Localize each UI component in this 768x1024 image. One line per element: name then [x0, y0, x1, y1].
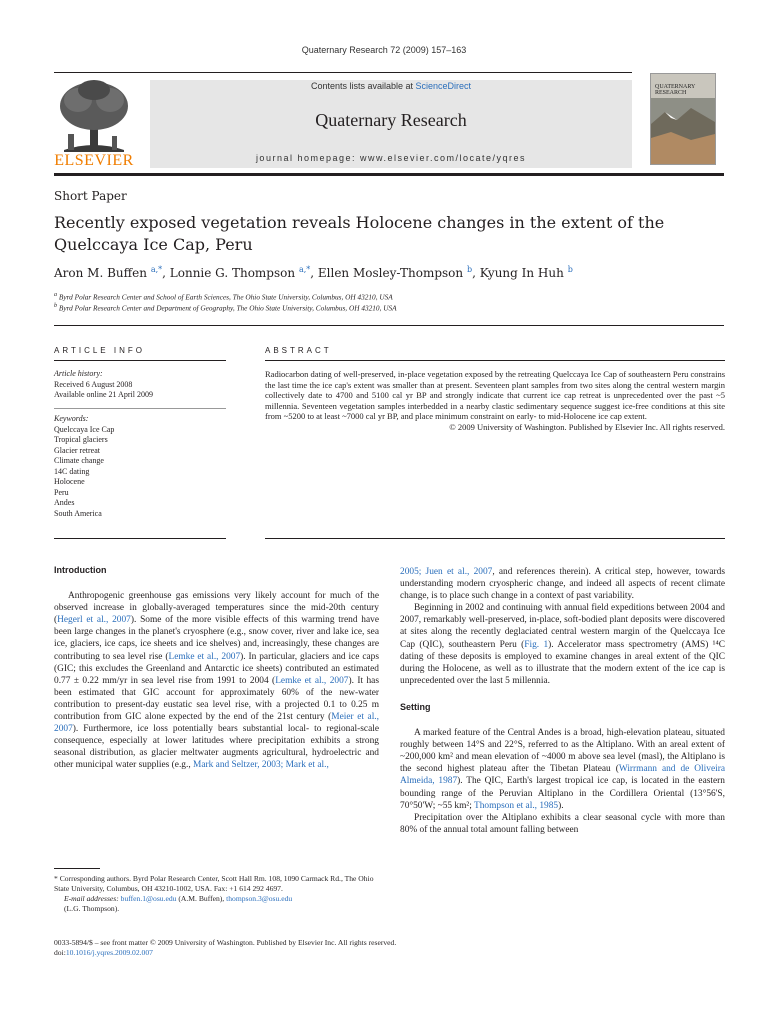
citation-link[interactable]: Meier et al., 2007 — [54, 712, 379, 735]
keywords-block — [54, 414, 226, 519]
journal-title: Quaternary Research — [315, 110, 467, 130]
doi-link[interactable]: 10.1016/j.yqres.2009.02.007 — [65, 948, 153, 957]
author-affil-mark[interactable]: a,* — [298, 265, 311, 274]
journal-reference: Quaternary Research 72 (2009) 157–163 — [301, 45, 467, 55]
email-link[interactable]: thompson.3@osu.edu — [226, 894, 293, 903]
front-matter — [54, 938, 714, 958]
citation-link[interactable]: Hegerl et al., 2007 — [57, 615, 131, 626]
paragraph: A marked feature of the Central Andes is a broad, high-elevation plateau, situated roughly between 14°S and 22°S, referred to as the Altiplano. With an areal extent of ~200,000 km² and mean elevation of ~4000 m above sea level (masl), the Altiplano is the second highest plateau after the Tibetan Plateau (Wirrmann and de Oliveira Almeida, 1987). The QIC, Earth's largest tropical ice cap, is located in the eastern bounding range of the Peruvian Altiplano in the Cordillera Oriental (13°56'S, 70°50'W; ~55 km²; Thompson et al., 1985). — [400, 728, 725, 811]
affiliation-a: $^a$ Byrd Polar Research Center and School of Earth Sciences, The Ohio State University, Columbus, OH 43210, USA — [54, 292, 393, 302]
affiliation-b: $^b$ Byrd Polar Research Center and Department of Geography, The Ohio State University, Columbus, OH 43210, USA — [54, 303, 397, 313]
contents-line — [150, 81, 632, 91]
sciencedirect-link[interactable]: ScienceDirect — [415, 81, 472, 91]
affiliation-rule — [54, 325, 724, 326]
info-rule — [54, 360, 226, 361]
right-column — [400, 566, 725, 836]
keyword: Quelccaya Ice Cap — [54, 424, 115, 434]
author-name: Kyung In Huh — [479, 266, 564, 280]
email-link[interactable]: buffen.1@osu.edu — [120, 894, 177, 903]
citation-link[interactable]: Thompson et al., 1985 — [474, 800, 559, 811]
introduction-paragraph: Anthropogenic greenhouse gas emissions very likely account for much of the observed increase in globally-averaged temperatures since the mid-20th century (Hegerl et al., 2007). Some of the more visible effects of this warming trend have been large changes in the planet's cryosphere (e.g., snow cover, river and lake ice, sea ice, glaciers, ice caps, ice sheets and ice shelves) and, increasingly, these changes are contributing to sea level rise (Lemke et al., 2007). In particular, glaciers and ice caps (GIC; this excludes the Greenland and Antarctic ice sheets) contributed an estimated 0.77 ± 0.22 mm/yr in sea level rise from 1991 to 2004 (Lemke et al., 2007). It has been estimated that GIC account for approximately 60% of the new-water contribution to present-day eustatic sea level rise, with a projected 0.1 to 0.25 m contribution from GIC alone expected by the end of the 21st century (Meier et al., 2007). Furthermore, ice loss potentially bears substantial local- to regional-scale consequence, especially at lower latitudes where precipitation exhibits a strong seasonal distribution, as glacier meltwater augments agricultural, hydroelectric and other municipal water supplies (e.g., Mark and Seltzer, 2003; Mark et al., — [54, 591, 379, 771]
keyword: 14C dating — [54, 466, 90, 476]
keyword: Glacier retreat — [54, 445, 100, 455]
email-note: E-mail addresses: buffen.1@osu.edu (A.M. Buffen), thompson.3@osu.edu (L.G. Thompson). — [64, 894, 293, 913]
left-column — [54, 564, 379, 772]
masthead-bottom-rule — [54, 173, 724, 176]
abstract-rule — [265, 360, 725, 361]
journal-homepage[interactable]: journal homepage: www.elsevier.com/locate/yqres — [255, 153, 527, 163]
author-name: Aron M. Buffen — [54, 266, 147, 280]
author-list: Aron M. Buffen $^{a,*}$, Lonnie G. Thompson $^{a,*}$, Ellen Mosley-Thompson $^b$, Kyung In Huh $^b$ — [54, 265, 573, 280]
publisher-logo-text: ELSEVIER — [54, 152, 134, 169]
author-affil-mark[interactable]: a,* — [150, 265, 163, 274]
keyword: Climate change — [54, 456, 104, 465]
info-divider — [54, 408, 226, 409]
continued-paragraph: 2005; Juen et al., 2007, and references therein). A critical step, however, towards understanding modern cryospheric change, and indeed all aspects of recent climate change, is to place such change in a context of past variability. — [400, 567, 726, 602]
header-rule — [54, 72, 632, 73]
keyword: Andes — [54, 498, 75, 507]
article-type: Short Paper — [54, 189, 127, 203]
keywords-label: Keywords: — [54, 414, 89, 423]
keyword: Tropical glaciers — [54, 435, 108, 444]
issn-line: 0033-5894/$ – see front matter © 2009 University of Washington. Published by Elsevier Inc. All rights reserved. — [54, 938, 397, 947]
article-history — [54, 369, 226, 401]
abstract-copyright: © 2009 University of Washington. Published by Elsevier Inc. All rights reserved. — [449, 421, 725, 432]
citation-link[interactable]: Lemke et al., 2007 — [168, 651, 241, 662]
article-info-heading: ARTICLE INFO — [54, 346, 145, 355]
setting-heading: Setting — [400, 701, 431, 712]
history-label: Article history: — [54, 369, 103, 378]
cover-title: QUATERNARY RESEARCH — [655, 84, 696, 96]
author-name: Ellen Mosley-Thompson — [317, 266, 464, 280]
author-affil-mark[interactable]: b — [567, 265, 573, 274]
journal-cover-image — [650, 73, 716, 165]
paragraph: Precipitation over the Altiplano exhibits a clear seasonal cycle with more than 80% of the annual total amount falling between — [400, 812, 725, 835]
abstract-text: Radiocarbon dating of well-preserved, in-place vegetation exposed by the retreating Quelccaya Ice Cap of southeastern Peru constrains the last time the ice cap's extent was smaller than at present. Seventeen plant samples from two sites along the central western margin collectively date to 4700 and 5100 cal yr BP and strongly indicate that current ice cap retreat is unprecedented over the past ~5 millennia. Seventeen vegetation samples interbedded in a nearby clastic sedimentary sequence suggest ice-free conditions at this site from ~5200 to at least ~7000 cal yr BP, and place minimum constraint on early- to mid-Holocene ice cap extent. — [265, 369, 726, 422]
footnote-rule — [54, 868, 100, 869]
author-name: Lonnie G. Thompson — [169, 266, 296, 280]
citation-link[interactable]: Lemke et al., 2007 — [275, 675, 349, 686]
abstract-body — [265, 369, 725, 433]
keyword: South America — [54, 508, 102, 518]
paragraph: Beginning in 2002 and continuing with annual field expeditions between 2004 and 2007, remarkably well-preserved, in-place, soft-bodied plant deposits were discovered at sites along the recently deglaciated central western margin of the Quelccaya Ice Cap (QIC), southeastern Peru (Fig. 1). Accelerator mass spectrometry (AMS) ¹⁴C dating of these deposits is employed to examine changes in areal extent of the QIC during the Holocene, as well as to illustrate that the modern extent of the ice cap is unprecedented over the last 5 millennia. — [400, 603, 725, 686]
figure-link[interactable]: Fig. 1 — [524, 639, 549, 650]
citation-link[interactable]: 2005; Juen et al., 2007 — [400, 567, 493, 577]
doi-line: doi:10.1016/j.yqres.2009.02.007 — [54, 948, 153, 957]
keyword: Holocene — [54, 477, 85, 486]
info-bottom-rule — [54, 538, 226, 539]
received-date: Received 6 August 2008 — [54, 379, 133, 389]
author-affil-mark[interactable]: b — [466, 265, 473, 274]
footnote-block — [54, 874, 379, 914]
abstract-heading: ABSTRACT — [265, 346, 332, 355]
keyword: Peru — [54, 487, 69, 497]
introduction-heading: Introduction — [54, 565, 107, 575]
citation-link[interactable]: Wirrmann and de Oliveira Almeida, 1987 — [400, 764, 725, 787]
online-date: Available online 21 April 2009 — [54, 390, 153, 399]
citation-link[interactable]: Mark and Seltzer, 2003; Mark et al., — [193, 760, 329, 771]
contents-prefix: Contents lists available at — [310, 81, 416, 91]
corresponding-author-note: * Corresponding authors. Byrd Polar Research Center, Scott Hall Rm. 108, 1090 Carmack Rd., The Ohio State University, Columbus, OH 43210-1002, USA. Fax: +1 614 292 4697. — [54, 874, 374, 893]
abstract-bottom-rule — [265, 538, 725, 539]
article-title: Recently exposed vegetation reveals Holocene changes in the extent of the Quelccaya Ice Cap, Peru — [54, 213, 665, 254]
